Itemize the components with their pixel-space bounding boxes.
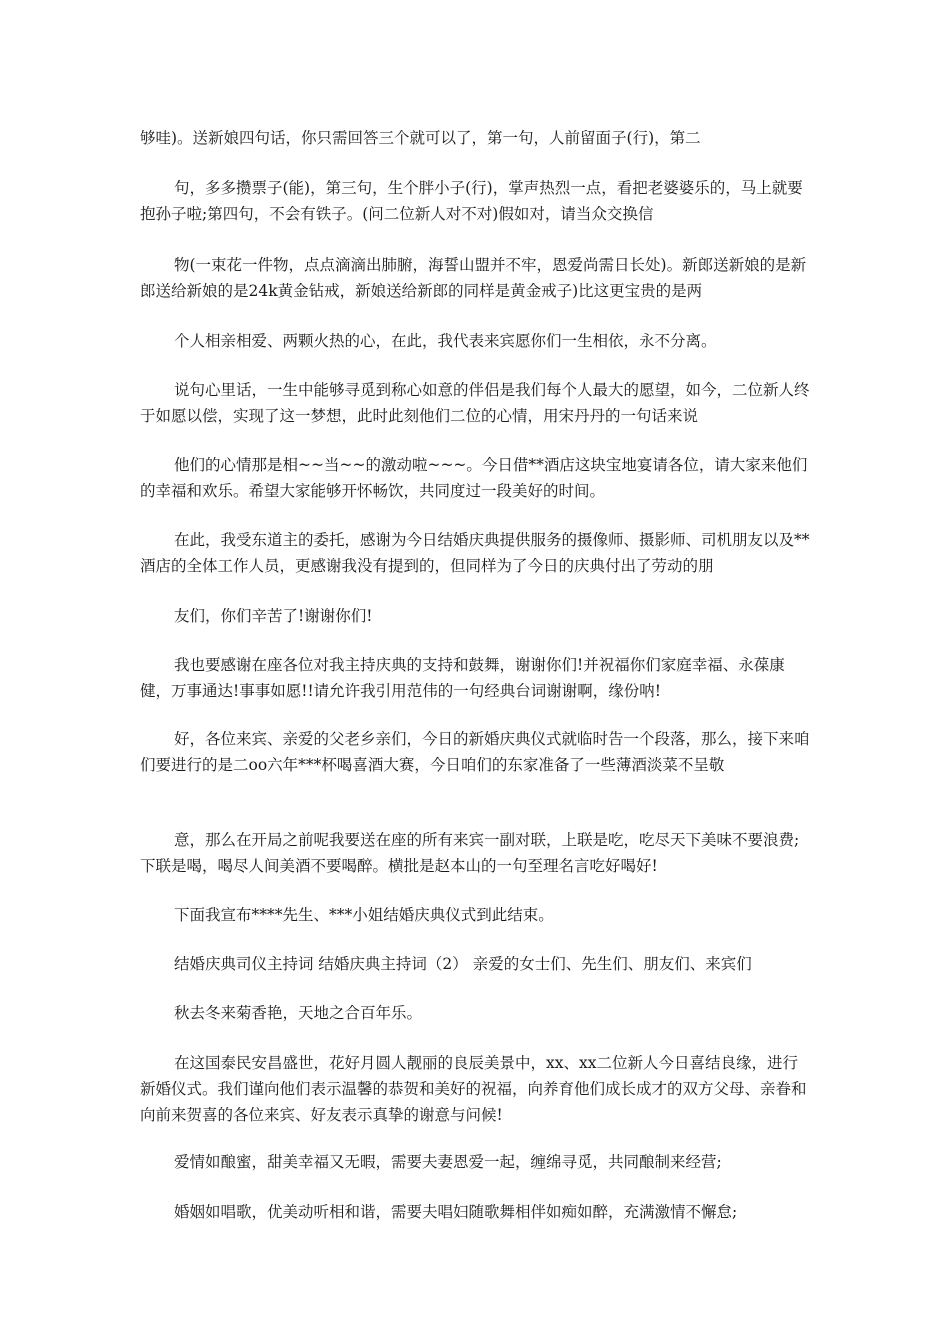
paragraph-7: 在此，我受东道主的委托，感谢为今日结婚庆典提供服务的摄像师、摄影师、司机朋友以及**酒店的全体工作人员，更感谢我没有提到的，但同样为了今日的庆典付出了劳动的朋 xyxy=(140,531,810,575)
paragraph-15: 在这国泰民安昌盛世，花好月圆人靓丽的良辰美景中，xx、xx二位新人今日喜结良缘，进行新婚仪式。我们谨向他们表示温馨的恭贺和美好的祝福，向养育他们成长成才的双方父母、亲眷和向前来贺喜的各位来宾、好友表示真挚的谢意与问候! xyxy=(140,1054,807,1124)
paragraph-6: 他们的心情那是相~~当~~的激动啦~~~。今日借**酒店这块宝地宴请各位，请大家来他们的幸福和欢乐。希望大家能够开怀畅饮，共同度过一段美好的时间。 xyxy=(140,456,808,500)
paragraph-10: 好，各位来宾、亲爱的父老乡亲们，今日的新婚庆典仪式就临时告一个段落，那么，接下来咱们要进行的是二oo六年***杯喝喜酒大赛，今日咱们的东家准备了一些薄酒淡菜不呈敬 xyxy=(140,730,810,774)
paragraph-4: 个人相亲相爱、两颗火热的心，在此，我代表来宾愿你们一生相依，永不分离。 xyxy=(174,332,717,350)
paragraph-9: 我也要感谢在座各位对我主持庆典的支持和鼓舞，谢谢你们!并祝福你们家庭幸福、永葆康健，万事通达!事事如愿!!请允许我引用范伟的一句经典台词谢谢啊，缘份呐! xyxy=(140,656,785,700)
paragraph-3: 物(一束花一件物，点点滴滴出肺腑，海誓山盟并不牢，恩爱尚需日长处)。新郎送新娘的是新郎送给新娘的是24k黄金钻戒，新娘送给新郎的同样是黄金戒子)比这更宝贵的是两 xyxy=(140,256,807,300)
paragraph-12: 下面我宣布****先生、***小姐结婚庆典仪式到此结束。 xyxy=(174,906,554,924)
paragraph-1: 够哇)。送新娘四句话，你只需回答三个就可以了，第一句，人前留面子(行)，第二 xyxy=(140,129,701,147)
paragraph-8: 友们，你们辛苦了!谢谢你们! xyxy=(174,607,373,625)
paragraph-16: 爱情如酿蜜，甜美幸福又无暇，需要夫妻恩爱一起，缠绵寻觅，共同酿制来经营; xyxy=(174,1153,722,1171)
paragraph-17: 婚姻如唱歌，优美动听相和谐，需要夫唱妇随歌舞相伴如痴如醉，充满激情不懈怠; xyxy=(174,1203,738,1221)
paragraph-2: 句，多多攒票子(能)，第三句，生个胖小子(行)，掌声热烈一点，看把老婆婆乐的，马上就要抱孙子啦;第四句，不会有铁子。(问二位新人对不对)假如对，请当众交换信 xyxy=(140,179,803,223)
paragraph-11: 意，那么在开局之前呢我要送在座的所有来宾一副对联，上联是吃，吃尽天下美味不要浪费;下联是喝，喝尽人间美酒不要喝醉。横批是赵本山的一句至理名言吃好喝好! xyxy=(140,831,800,875)
paragraph-13: 结婚庆典司仪主持词 结婚庆典主持词（2） 亲爱的女士们、先生们、朋友们、来宾们 xyxy=(174,955,752,973)
paragraph-5: 说句心里话，一生中能够寻觅到称心如意的伴侣是我们每个人最大的愿望，如今，二位新人终于如愿以偿，实现了这一梦想，此时此刻他们二位的心情，用宋丹丹的一句话来说 xyxy=(140,381,810,425)
paragraph-14: 秋去冬来菊香艳，天地之合百年乐。 xyxy=(174,1004,423,1022)
